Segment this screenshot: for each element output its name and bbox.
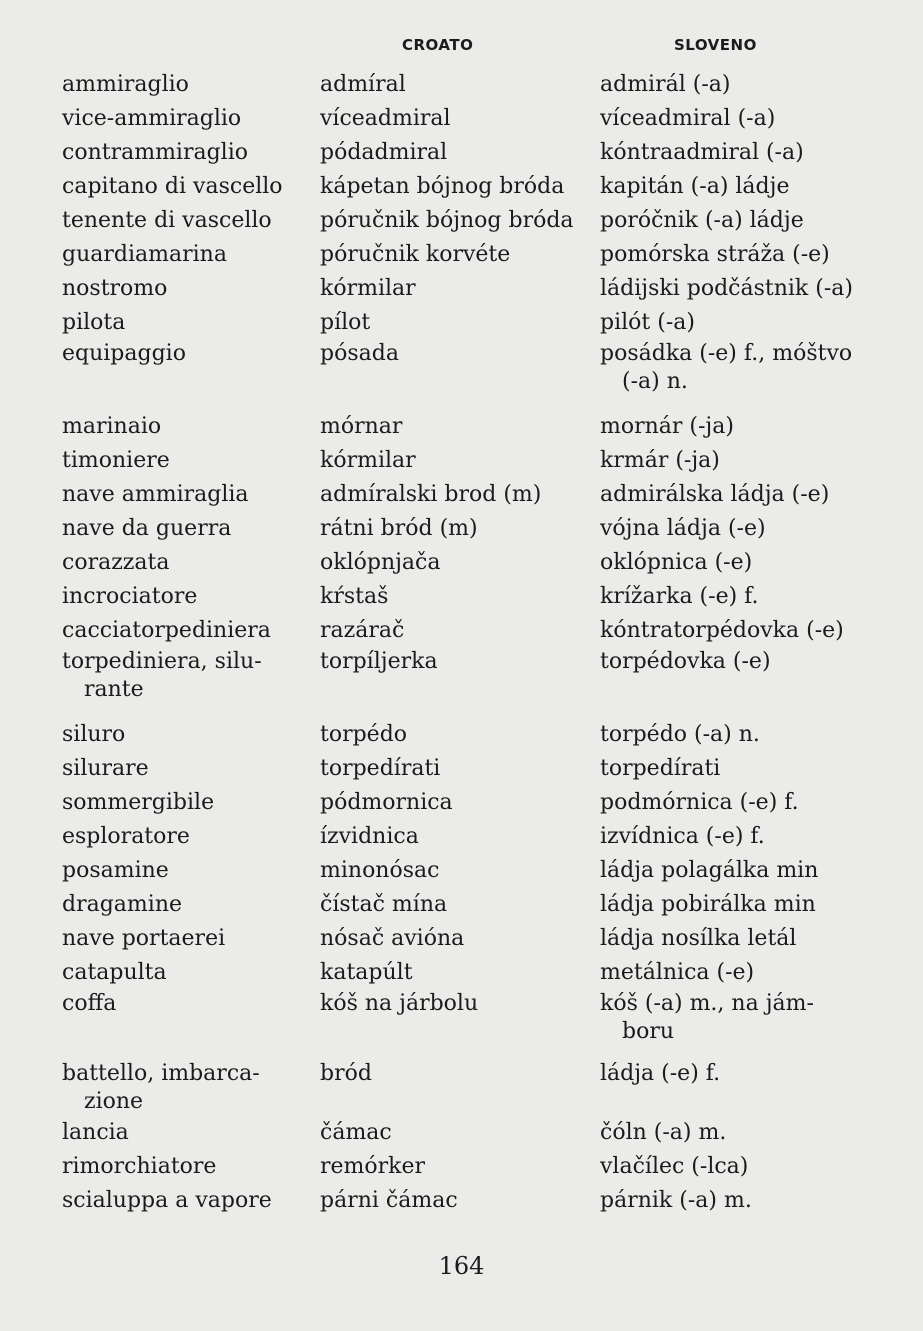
croatian-term: párni čámac (320, 1188, 458, 1213)
header-croato: CROATO (402, 36, 474, 54)
table-row (62, 170, 862, 204)
italian-term: sommergibile (62, 790, 215, 815)
table-row (62, 786, 862, 820)
table-row (62, 444, 862, 478)
croatian-term: torpíljerka (320, 649, 438, 674)
italian-term (62, 1060, 320, 1116)
table-row (62, 204, 862, 238)
table-row (62, 922, 862, 956)
slovene-term: krmár (-ja) (600, 448, 720, 473)
table-row (62, 614, 862, 648)
slovene-term: admirál (-a) (600, 72, 731, 97)
table-row (62, 752, 862, 786)
italian-term: nave ammiraglia (62, 482, 249, 507)
italian-term-line: torpediniera, silu- (62, 649, 262, 674)
italian-term: nave da guerra (62, 516, 232, 541)
italian-term: tenente di vascello (62, 208, 272, 233)
vocabulary-table (62, 68, 862, 1218)
croatian-term: čístač mína (320, 892, 448, 917)
italian-term: guardiamarina (62, 242, 227, 267)
slovene-term: ládja (-e) f. (600, 1061, 721, 1086)
slovene-term: oklópnica (-e) (600, 550, 753, 575)
table-row (62, 888, 862, 922)
croatian-term: bród (320, 1061, 372, 1086)
italian-term: nostromo (62, 276, 168, 301)
italian-term-line: battello, imbarca- (62, 1061, 260, 1086)
slovene-term: poróčnik (-a) ládje (600, 208, 804, 233)
italian-term (62, 648, 320, 704)
table-row (62, 956, 862, 990)
slovene-term: pilót (-a) (600, 310, 695, 335)
slovene-term-line: posádka (-e) f., móštvo (600, 341, 853, 366)
page-number: 164 (438, 1252, 485, 1280)
slovene-term (600, 340, 862, 396)
table-row (62, 478, 862, 512)
croatian-term: póručnik bójnog bróda (320, 208, 574, 233)
table-row (62, 272, 862, 306)
croatian-term: čámac (320, 1120, 392, 1145)
italian-term: equipaggio (62, 341, 186, 366)
italian-term: vice-ammiraglio (62, 106, 242, 131)
croatian-term: ízvidnica (320, 824, 419, 849)
croatian-term: kŕstaš (320, 584, 389, 609)
slovene-term: ládja nosílka letál (600, 926, 797, 951)
italian-term: incrociatore (62, 584, 198, 609)
slovene-term: ládja pobirálka min (600, 892, 816, 917)
table-row (62, 648, 862, 704)
croatian-term: razárač (320, 618, 405, 643)
croatian-term: kóš na járbolu (320, 991, 479, 1016)
slovene-term-continuation: boru (622, 1019, 675, 1044)
italian-term: nave portaerei (62, 926, 226, 951)
croatian-term: nósač avióna (320, 926, 465, 951)
croatian-term: mórnar (320, 414, 403, 439)
italian-term: rimorchiatore (62, 1154, 217, 1179)
croatian-term: pódadmiral (320, 140, 448, 165)
italian-term: siluro (62, 722, 126, 747)
table-row (62, 410, 862, 444)
slovene-term: torpedírati (600, 756, 721, 781)
croatian-term: pósada (320, 341, 399, 366)
croatian-term: minonósac (320, 858, 440, 883)
slovene-term: torpédovka (-e) (600, 649, 771, 674)
slovene-term: admirálska ládja (-e) (600, 482, 830, 507)
table-row (62, 820, 862, 854)
italian-term: corazzata (62, 550, 170, 575)
croatian-term: torpedírati (320, 756, 441, 781)
slovene-term: víceadmiral (-a) (600, 106, 776, 131)
table-row (62, 238, 862, 272)
italian-term: marinaio (62, 414, 162, 439)
croatian-term: katapúlt (320, 960, 413, 985)
croatian-term: pílot (320, 310, 371, 335)
slovene-term-continuation: (-a) n. (622, 369, 688, 394)
croatian-term: kápetan bójnog bróda (320, 174, 565, 199)
croatian-term: rátni bród (m) (320, 516, 478, 541)
croatian-term: remórker (320, 1154, 426, 1179)
italian-term: timoniere (62, 448, 170, 473)
slovene-term: ládijski podčástnik (-a) (600, 276, 853, 301)
italian-term: coffa (62, 991, 117, 1016)
italian-term: dragamine (62, 892, 183, 917)
table-row (62, 1184, 862, 1218)
italian-term: posamine (62, 858, 169, 883)
slovene-term: kapitán (-a) ládje (600, 174, 790, 199)
italian-term: silurare (62, 756, 149, 781)
italian-term: ammiraglio (62, 72, 189, 97)
table-row (62, 546, 862, 580)
italian-term: capitano di vascello (62, 174, 283, 199)
slovene-term: párnik (-a) m. (600, 1188, 752, 1213)
table-row (62, 68, 862, 102)
croatian-term: admíralski brod (m) (320, 482, 542, 507)
croatian-term: kórmilar (320, 448, 416, 473)
table-row (62, 512, 862, 546)
slovene-term: mornár (-ja) (600, 414, 734, 439)
table-row (62, 102, 862, 136)
slovene-term: ládja polagálka min (600, 858, 819, 883)
table-row (62, 1116, 862, 1150)
italian-term-continuation: zione (84, 1089, 144, 1114)
table-row (62, 718, 862, 752)
italian-term: esploratore (62, 824, 190, 849)
table-row (62, 306, 862, 340)
italian-term: contrammiraglio (62, 140, 249, 165)
slovene-term: podmórnica (-e) f. (600, 790, 799, 815)
table-row (62, 990, 862, 1046)
table-row (62, 136, 862, 170)
slovene-term: torpédo (-a) n. (600, 722, 760, 747)
croatian-term: póručnik korvéte (320, 242, 511, 267)
croatian-term: admíral (320, 72, 406, 97)
slovene-term-line: kóš (-a) m., na jám- (600, 991, 814, 1016)
table-row (62, 1060, 862, 1116)
slovene-term: čóln (-a) m. (600, 1120, 727, 1145)
slovene-term: kóntratorpédovka (-e) (600, 618, 844, 643)
header-sloveno: SLOVENO (674, 36, 757, 54)
italian-term-continuation: rante (84, 677, 144, 702)
slovene-term: metálnica (-e) (600, 960, 755, 985)
table-row (62, 1150, 862, 1184)
slovene-term: pomórska stráža (-e) (600, 242, 830, 267)
slovene-term: vlačílec (-lca) (600, 1154, 749, 1179)
croatian-term: torpédo (320, 722, 408, 747)
table-row (62, 854, 862, 888)
croatian-term: pódmornica (320, 790, 453, 815)
slovene-term: krížarka (-e) f. (600, 584, 759, 609)
italian-term: cacciatorpediniera (62, 618, 271, 643)
italian-term: catapulta (62, 960, 167, 985)
italian-term: lancia (62, 1120, 129, 1145)
table-row (62, 580, 862, 614)
croatian-term: kórmilar (320, 276, 416, 301)
croatian-term: víceadmiral (320, 106, 451, 131)
table-row (62, 340, 862, 396)
slovene-term: izvídnica (-e) f. (600, 824, 765, 849)
slovene-term: vójna ládja (-e) (600, 516, 766, 541)
italian-term: pilota (62, 310, 126, 335)
slovene-term (600, 990, 862, 1046)
italian-term: scialuppa a vapore (62, 1188, 272, 1213)
croatian-term: oklópnjača (320, 550, 441, 575)
slovene-term: kóntraadmiral (-a) (600, 140, 804, 165)
